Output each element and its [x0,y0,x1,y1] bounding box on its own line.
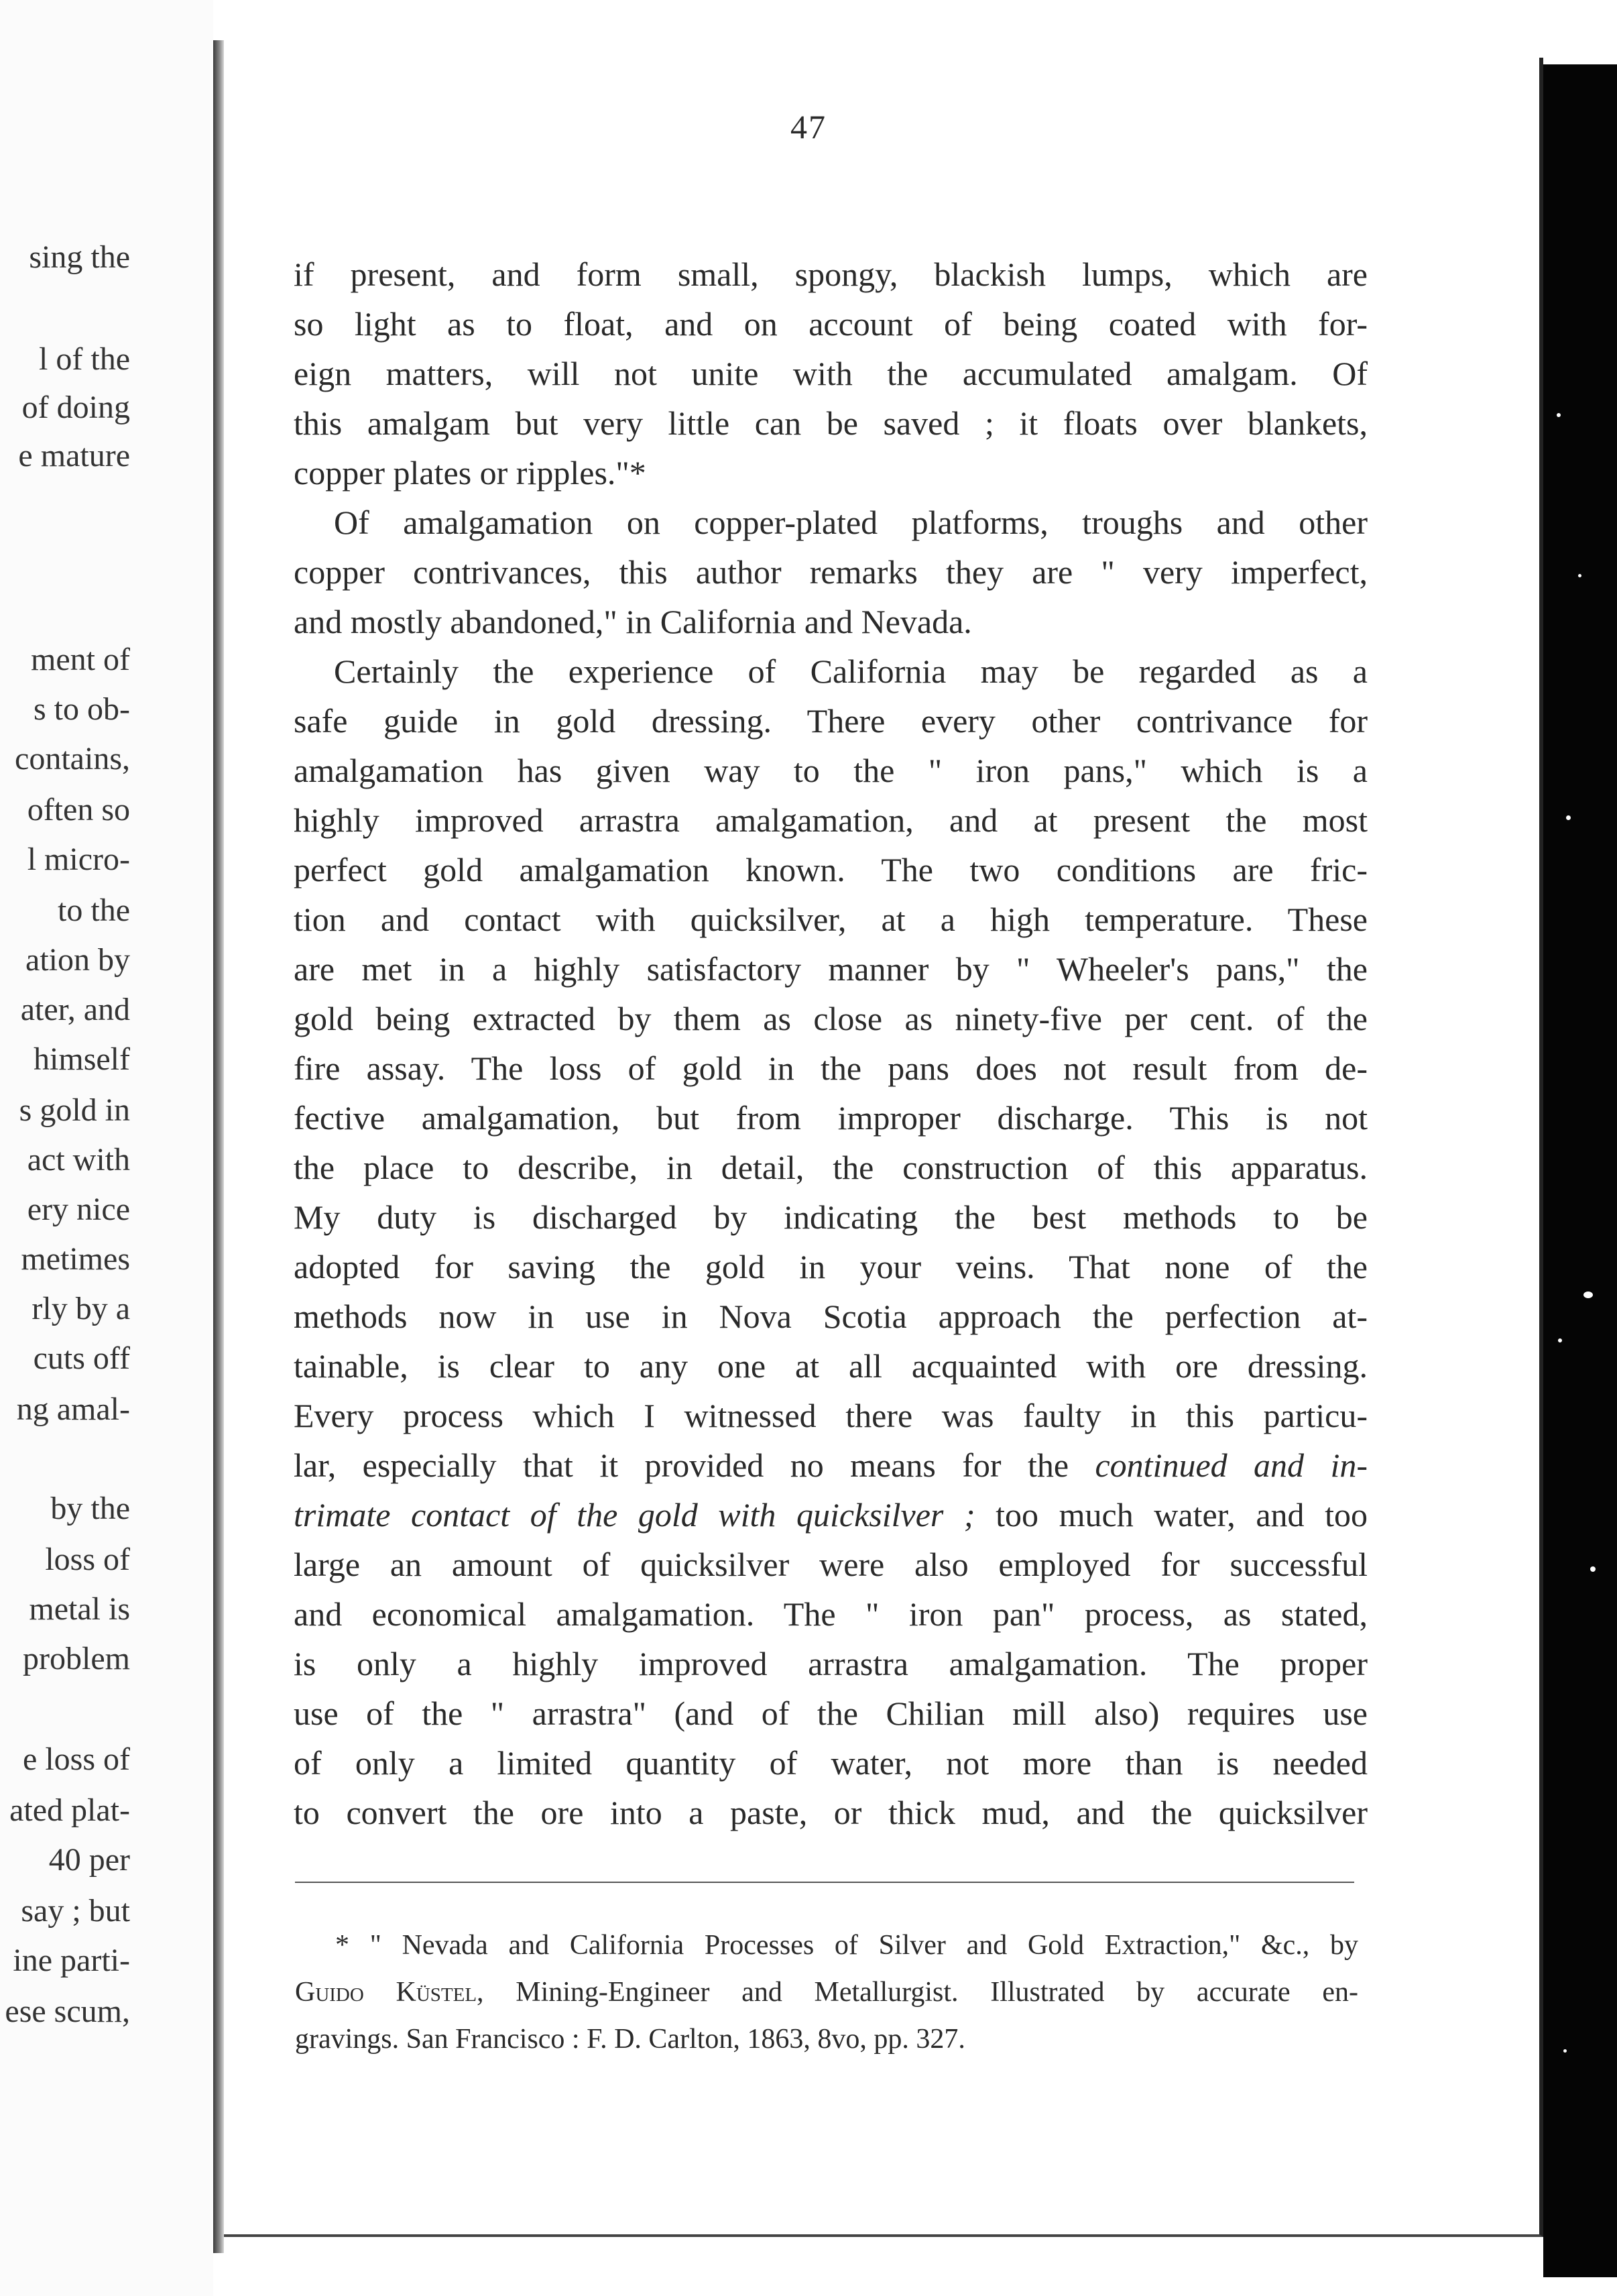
left-page-line: ng amal- [16,1391,130,1427]
dust-speck [1558,1338,1562,1342]
left-page-line: loss of [45,1542,130,1577]
left-page-line: ation by [25,942,130,978]
left-page-line: sing the [29,239,130,275]
left-page-line: ated plat- [9,1792,130,1828]
left-page-line: rly by a [32,1291,130,1326]
text-fragment: too much water, and too [996,1496,1368,1534]
dust-speck [1583,1292,1593,1298]
left-page-line: problem [23,1641,130,1676]
text-line: perfect gold amalgamation known. The two conditions are fric- [294,851,1368,888]
left-page-line: act with [27,1142,130,1178]
text-line: so light as to float, and on account of being coated with for- [294,305,1368,343]
left-page-line: of doing [21,390,130,425]
text-line: gold being extracted by them as close as ninety-five per cent. of the [294,1000,1368,1037]
left-page-line: ater, and [20,992,130,1027]
left-page-fragment [0,0,213,2296]
footnote-rule [295,1882,1354,1883]
left-page-line: l micro- [27,842,130,877]
footnote-line [295,1969,1358,2016]
scan-background [1543,64,1617,2277]
text-line [294,1440,1368,1490]
left-page-line: himself [34,1041,130,1077]
left-page-line: s gold in [19,1092,130,1128]
text-fragment: lar, especially that it provided no means for the [294,1446,1069,1484]
left-page-line: e mature [18,438,130,473]
left-page-line: ese scum, [5,1994,130,2029]
text-line: use of the " arrastra" (and of the Chilian mill also) requires use [294,1695,1368,1732]
dust-speck [1566,815,1571,820]
left-page-line: metimes [21,1241,130,1277]
book-gutter [213,40,224,2253]
left-page-line: contains, [15,741,130,777]
footnote [295,1922,1358,2063]
text-line: tainable, is clear to any one at all acquainted with ore dressing. [294,1347,1368,1385]
text-line: fective amalgamation, but from improper discharge. This is not [294,1099,1368,1137]
text-line: copper contrivances, this author remarks they are " very imperfect, [294,553,1368,591]
text-line: the place to describe, in detail, the construction of this apparatus. [294,1149,1368,1186]
left-page-line: cuts off [33,1340,130,1376]
text-line: tion and contact with quicksilver, at a high temperature. These [294,901,1368,938]
dust-speck [1557,413,1561,417]
text-line: and economical amalgamation. The " iron pan" process, as stated, [294,1595,1368,1633]
left-page-line: 40 per [48,1842,130,1878]
dust-speck [1578,574,1581,577]
page-number: 47 [790,108,827,146]
dust-speck [1590,1566,1596,1572]
left-page-line: to the [58,893,130,928]
text-line: to convert the ore into a paste, or thick mud, and the quicksilver [294,1794,1368,1831]
left-page-line: ine parti- [13,1943,130,1978]
left-page-line: often so [27,792,130,827]
text-fragment: Mining-Engineer and Metallurgist. Illustrated by accurate en- [516,1977,1359,2008]
text-line: safe guide in gold dressing. There every other contrivance for [294,702,1368,740]
left-page-line: metal is [29,1591,130,1627]
left-page-line: l of the [39,341,130,377]
left-page-line: ment of [31,642,130,677]
left-page-line: s to ob- [34,691,130,727]
text-line: Of amalgamation on copper-plated platforms, troughs and other [334,504,1368,541]
left-page-line: say ; but [21,1893,130,1929]
text-line: Certainly the experience of California may be regarded as a [334,652,1368,690]
text-line: is only a highly improved arrastra amalgamation. The proper [294,1645,1368,1682]
text-line: eign matters, will not unite with the accumulated amalgam. Of [294,355,1368,392]
text-line: Every process which I witnessed there was faulty in this particu- [294,1397,1368,1434]
text-line: if present, and form small, spongy, blackish lumps, which are [294,255,1368,293]
left-page-line: by the [50,1491,130,1526]
text-line: My duty is discharged by indicating the best methods to be [294,1198,1368,1236]
text-line: highly improved arrastra amalgamation, and at present the most [294,801,1368,839]
text-line: adopted for saving the gold in your veins. That none of the [294,1248,1368,1285]
footnote-line: * " Nevada and California Processes of Silver and Gold Extraction," &c., by [335,1930,1358,1961]
text-line: fire assay. The loss of gold in the pans does not result from de- [294,1049,1368,1087]
text-line: this amalgam but very little can be saved ; it floats over blankets, [294,404,1368,442]
text-line: of only a limited quantity of water, not more than is needed [294,1744,1368,1782]
footnote-author: Guido Küstel, [295,1977,484,2008]
italic-text: trimate contact of the gold with quicksilver ; [294,1496,975,1534]
body-text [294,249,1368,1837]
text-line: copper plates or ripples."* [294,454,646,492]
text-line: methods now in use in Nova Scotia approach the perfection at- [294,1298,1368,1335]
dust-speck [1563,2049,1567,2053]
text-line: amalgamation has given way to the " iron pans," which is a [294,752,1368,789]
text-line [294,1490,1368,1540]
text-line: large an amount of quicksilver were also employed for successful [294,1546,1368,1583]
text-line: and mostly abandoned," in California and Nevada. [294,603,972,640]
left-page-line: ery nice [27,1192,130,1227]
footnote-line: gravings. San Francisco : F. D. Carlton, 1863, 8vo, pp. 327. [295,2024,965,2055]
left-page-line: e loss of [23,1741,130,1777]
italic-text: continued and in- [1095,1446,1368,1484]
text-line: are met in a highly satisfactory manner by " Wheeler's pans," the [294,950,1368,988]
